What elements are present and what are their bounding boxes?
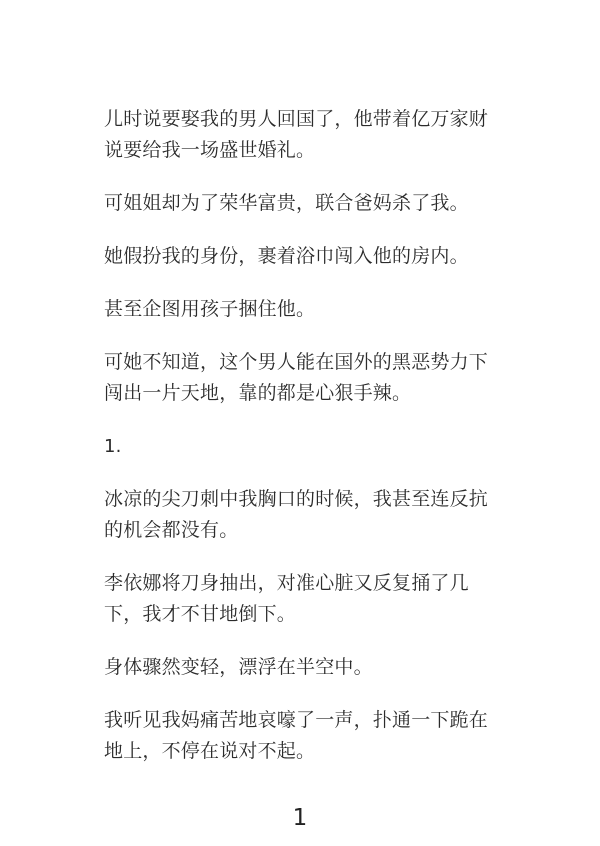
paragraph: 我听见我妈痛苦地哀嚎了一声，扑通一下跪在地上，不停在说对不起。	[104, 709, 489, 762]
paragraph: 冰凉的尖刀刺中我胸口的时候，我甚至连反抗的机会都没有。	[104, 488, 489, 541]
paragraph: 身体骤然变轻，漂浮在半空中。	[104, 656, 373, 678]
document-body	[104, 104, 504, 789]
paragraph: 李依娜将刀身抽出，对准心脏又反复捅了几下，我才不甘地倒下。	[104, 572, 469, 625]
paragraph: 儿时说要娶我的男人回国了，他带着亿万家财说要给我一场盛世婚礼。	[104, 108, 489, 161]
paragraph: 可她不知道，这个男人能在国外的黑恶势力下闯出一片天地，靠的都是心狠手辣。	[104, 351, 489, 404]
chapter-number: 1.	[104, 436, 122, 457]
paragraph: 她假扮我的身份，裹着浴巾闯入他的房内。	[104, 245, 469, 267]
page-number: 1	[292, 805, 308, 831]
paragraph: 可姐姐却为了荣华富贵，联合爸妈杀了我。	[104, 192, 469, 214]
paragraph: 甚至企图用孩子捆住他。	[104, 298, 316, 320]
